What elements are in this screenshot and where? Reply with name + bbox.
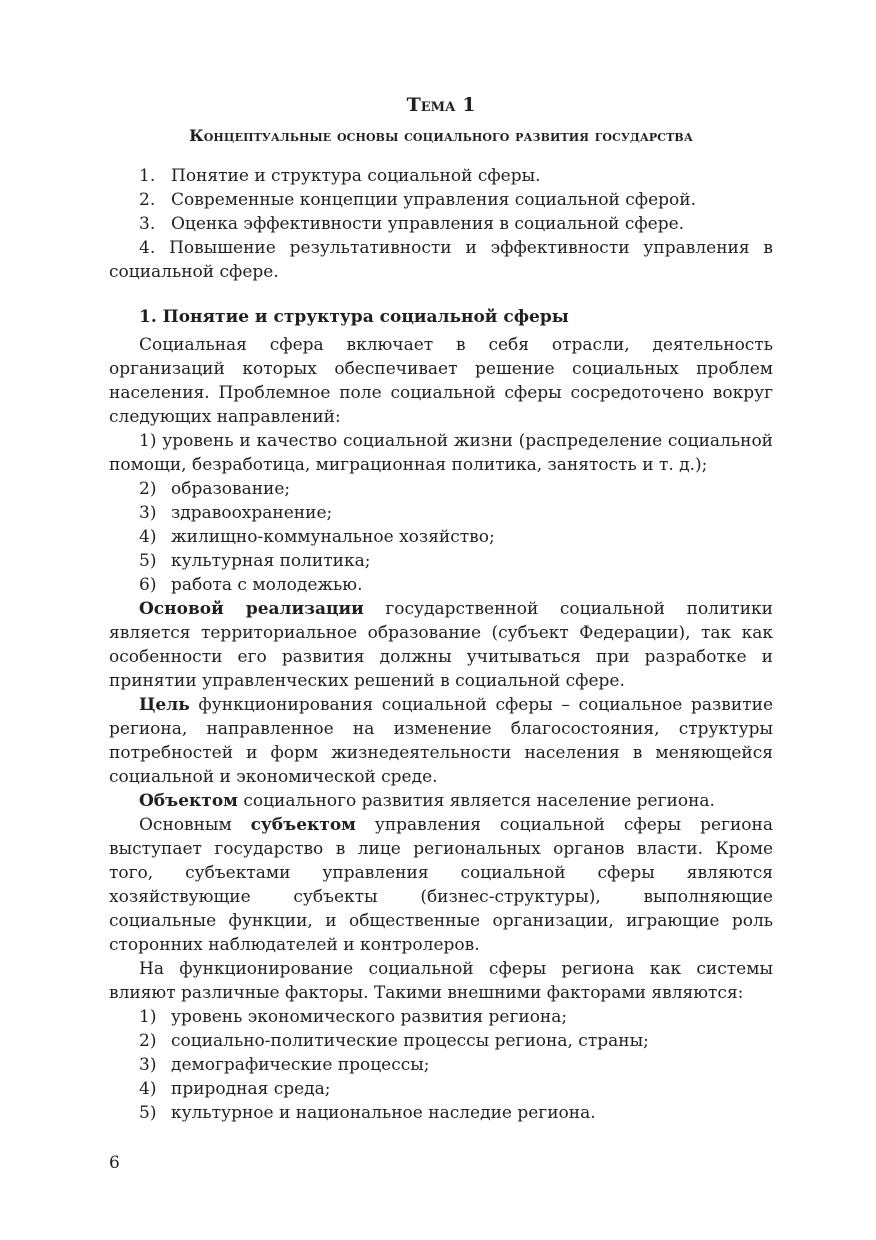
topic-text: Понятие и структура социальной сферы. xyxy=(171,166,541,186)
direction-item xyxy=(109,429,773,477)
object-paragraph xyxy=(109,789,773,813)
topic-item xyxy=(109,164,773,188)
factor-text: природная среда; xyxy=(171,1079,331,1099)
direction-item xyxy=(109,525,773,549)
subject-lead: Основным xyxy=(139,815,251,835)
intro-paragraph: Социальная сфера включает в себя отрасли, деятельность организаций которых обеспечивает решение социальных проблем населения. Проблемное поле социальной сферы сосредоточено вокруг следующих направлений: xyxy=(109,335,773,427)
direction-text: уровень и качество социальной жизни (распределение социальной помощи, безработица, миграционная политика, занятость и т. д.); xyxy=(109,431,774,475)
basis-term: Основой реализации xyxy=(139,599,364,619)
topic-number: 2. xyxy=(139,190,156,210)
direction-text: работа с молодежью. xyxy=(171,575,363,595)
topic-item xyxy=(109,212,773,236)
subject-paragraph xyxy=(109,813,773,957)
direction-item xyxy=(109,573,773,597)
topic-text: Повышение результативности и эффективности управления в социальной сфере. xyxy=(109,238,773,282)
factor-item xyxy=(109,1029,773,1053)
goal-term: Цель xyxy=(139,695,190,715)
object-term: Объектом xyxy=(139,791,238,811)
direction-number: 4) xyxy=(139,527,157,547)
factor-item xyxy=(109,1077,773,1101)
factor-number: 1) xyxy=(139,1007,157,1027)
direction-number: 2) xyxy=(139,479,157,499)
direction-number: 1) xyxy=(139,431,157,451)
factor-text: культурное и национальное наследие региона. xyxy=(171,1103,596,1123)
direction-number: 3) xyxy=(139,503,157,523)
direction-text: здравоохранение; xyxy=(171,503,333,523)
factors-list xyxy=(109,1005,773,1125)
topic-text: Оценка эффективности управления в социальной сфере. xyxy=(171,214,685,234)
factors-intro-paragraph: На функционирование социальной сферы региона как системы влияют различные факторы. Такими внешними факторами являются: xyxy=(109,959,773,1003)
topic-number: 4. xyxy=(139,238,156,258)
direction-number: 5) xyxy=(139,551,157,571)
basis-paragraph xyxy=(109,597,773,693)
theme-label: Тема 1 xyxy=(406,94,476,116)
factor-text: уровень экономического развития региона; xyxy=(171,1007,568,1027)
factor-number: 2) xyxy=(139,1031,157,1051)
topic-list xyxy=(109,164,773,284)
theme-title: Концептуальные основы социального развития государства xyxy=(189,126,693,145)
factor-item xyxy=(109,1053,773,1077)
direction-text: культурная политика; xyxy=(171,551,371,571)
factor-number: 3) xyxy=(139,1055,157,1075)
factor-text: демографические процессы; xyxy=(171,1055,430,1075)
direction-number: 6) xyxy=(139,575,157,595)
directions-list xyxy=(109,429,773,597)
subject-term: субъектом xyxy=(250,815,356,835)
factor-number: 5) xyxy=(139,1103,157,1123)
object-text: социального развития является население региона. xyxy=(237,791,715,811)
direction-item xyxy=(109,501,773,525)
factor-item xyxy=(109,1101,773,1125)
topic-number: 1. xyxy=(139,166,156,186)
topic-number: 3. xyxy=(139,214,156,234)
topic-item xyxy=(109,188,773,212)
page-number: 6 xyxy=(109,1153,120,1173)
direction-item xyxy=(109,477,773,501)
factor-item xyxy=(109,1005,773,1029)
direction-item xyxy=(109,549,773,573)
basis-text: государственной социальной политики является территориальное образование (субъект Федерации), так как особенности его развития должны учитываться при разработке и принятии управленческих решений в социальной сфере. xyxy=(109,599,774,691)
direction-text: жилищно-коммунальное хозяйство; xyxy=(171,527,495,547)
goal-text: функционирования социальной сферы – социальное развитие региона, направленное на изменение благосостояния, структуры потребностей и форм жизнедеятельности населения в меняющейся социальной и экономической среде. xyxy=(109,695,773,787)
topic-text: Современные концепции управления социальной сферой. xyxy=(171,190,697,210)
factor-number: 4) xyxy=(139,1079,157,1099)
factor-text: социально-политические процессы региона, страны; xyxy=(171,1031,649,1051)
page-content xyxy=(109,92,773,1125)
goal-paragraph xyxy=(109,693,773,789)
direction-text: образование; xyxy=(171,479,291,499)
topic-item xyxy=(109,236,773,284)
section-heading: 1. Понятие и структура социальной сферы xyxy=(139,307,569,327)
subject-text: управления социальной сферы региона выступает государство в лице региональных органов власти. Кроме того, субъектами управления социальной сферы являются хозяйствующие субъекты (бизнес-структуры), выполняющие социальные функции, и общественные организации, играющие роль сторонних наблюдателей и контролеров. xyxy=(109,815,773,955)
